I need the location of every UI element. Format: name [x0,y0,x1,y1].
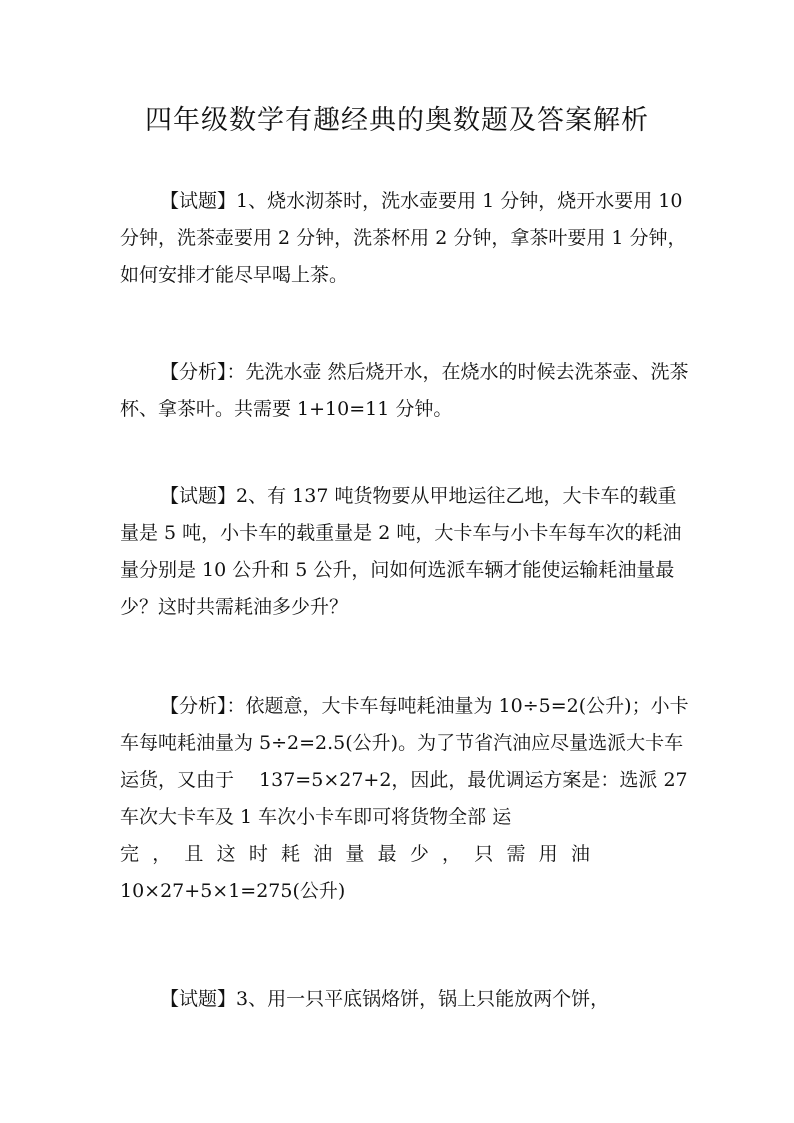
justified-char: 这 [216,843,236,865]
analysis-text: ：依题意，大卡车每吨耗油量为 10÷5=2(公升)；小卡车每吨耗油量为 5÷2=2.5(公升)。为了节省汽油应尽量选派大卡车运货，又由于 137=5×27+2，因此，最优调运方案是：选派 27 车次大卡车及 1 车次小卡车即可将货物全部 运 [120,695,694,828]
justified-char: 少 [409,843,429,865]
analysis-2 [120,688,694,910]
justified-char: 完 [120,843,140,865]
justified-char: 最 [377,843,397,865]
question-text: 3、用一只平底锅烙饼，锅上只能放两个饼， [236,988,610,1010]
question-2 [120,478,690,626]
justified-char: 且 [184,843,204,865]
justified-char: ， [152,843,172,865]
justified-char: 需 [506,843,526,865]
justified-char: 时 [248,843,268,865]
question-label: 【试题】 [160,485,237,507]
justified-char: 油 [570,843,590,865]
justified-char: 用 [538,843,558,865]
question-label: 【试题】 [160,988,237,1010]
analysis-1 [120,354,690,428]
document-title: 四年级数学有趣经典的奥数题及答案解析 [145,105,649,136]
analysis-justified-line [120,836,590,873]
justified-char: 只 [474,843,494,865]
question-3 [120,981,690,1018]
justified-char: 耗 [281,843,301,865]
analysis-last-line: 10×27+5×1=275(公升) [120,880,346,902]
justified-char: 量 [345,843,365,865]
question-label: 【试题】 [160,190,237,212]
justified-char: 油 [313,843,333,865]
analysis-text: ：先洗水壶 然后烧开水，在烧水的时候去洗茶壶、洗茶杯、拿茶叶。共需要 1+10=11 分钟。 [120,361,689,420]
justified-char: ， [442,843,462,865]
question-text: 1、烧水沏茶时，洗水壶要用 1 分钟，烧开水要用 10 分钟，洗茶壶要用 2 分钟，洗茶杯用 2 分钟，拿茶叶要用 1 分钟，如何安排才能尽早喝上茶。 [120,190,689,286]
analysis-label: 【分析】 [160,361,227,383]
question-1 [120,183,690,294]
analysis-label: 【分析】 [160,695,227,717]
question-text: 2、有 137 吨货物要从甲地运往乙地，大卡车的载重量是 5 吨，小卡车的载重量是 2 吨，大卡车与小卡车每车次的耗油量分别是 10 公升和 5 公升，问如何选派车辆才能使运输耗油量最少？这时共需耗油多少升？ [120,485,682,618]
